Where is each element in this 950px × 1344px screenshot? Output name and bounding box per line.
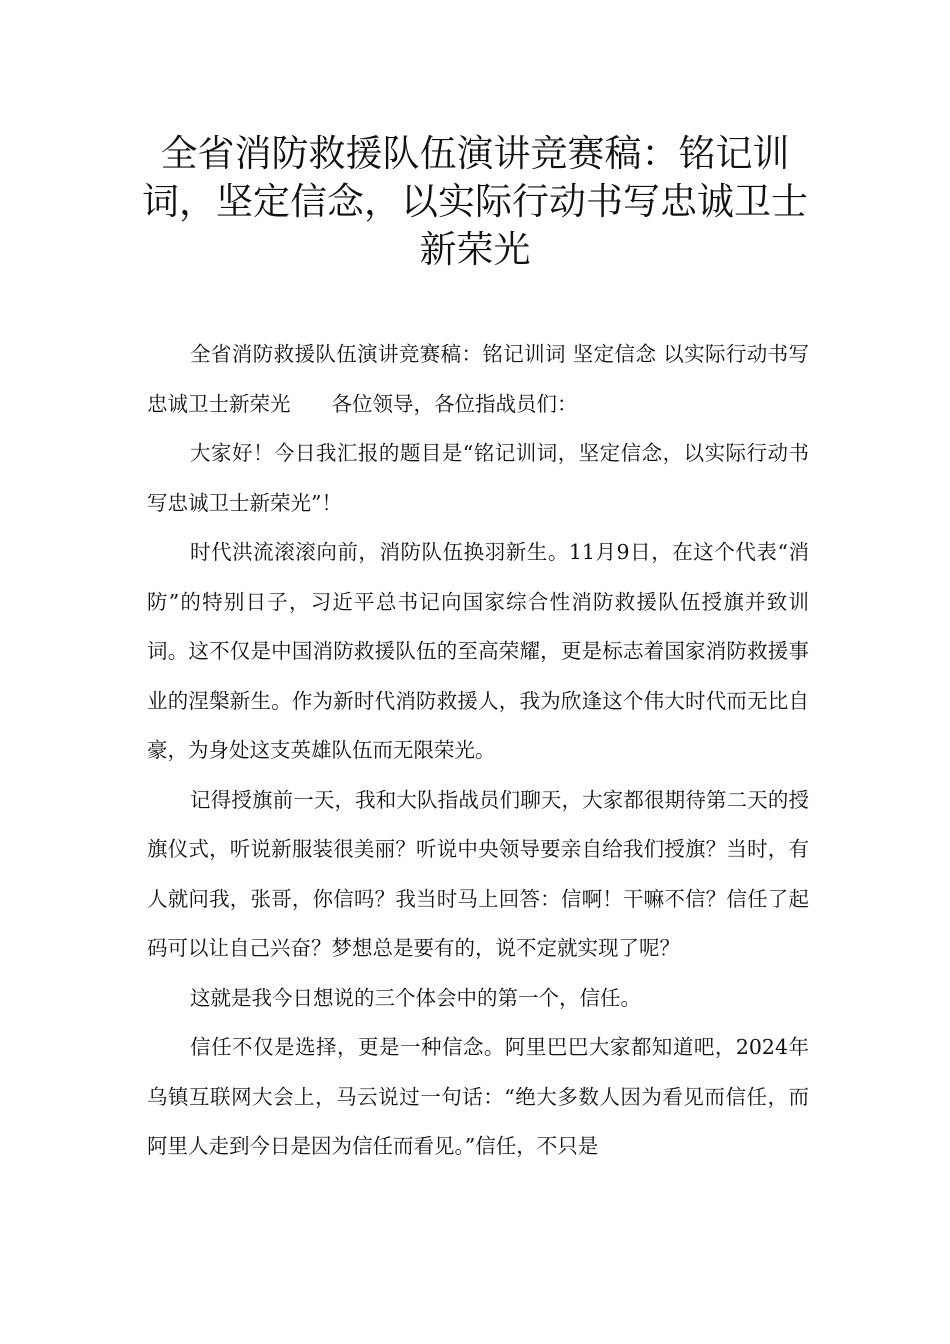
paragraph-memory: 记得授旗前一天，我和大队指战员们聊天，大家都很期待第二天的授旗仪式，听说新服装很美丽？听说中央领导要亲自给我们授旗？当时，有人就问我，张哥，你信吗？我当时马上回答：信啊！干嘛不信？信任了起码可以让自己兴奋？梦想总是要有的，说不定就实现了呢？ <box>147 787 809 960</box>
paragraph-first-point: 这就是我今日想说的三个体会中的第一个，信任。 <box>190 985 642 1010</box>
paragraph-intro: 全省消防救援队伍演讲竞赛稿：铭记训词 坚定信念 以实际行动书写忠诚卫士新荣光 各位领导，各位指战员们： <box>147 342 809 416</box>
paragraph-era: 时代洪流滚滚向前，消防队伍换羽新生。11月9日，在这个代表“消防”的特别日子，习近平总书记向国家综合性消防救援队伍授旗并致训词。这不仅是中国消防救援队伍的至高荣耀，更是标志着国家消防救援事业的涅槃新生。作为新时代消防救援人，我为欣逢这个伟大时代而无比自豪，为身处这支英雄队伍而无限荣光。 <box>147 540 809 762</box>
paragraph-greeting: 大家好！今日我汇报的题目是“铭记训词，坚定信念，以实际行动书写忠诚卫士新荣光”！ <box>147 441 809 515</box>
paragraph-trust: 信任不仅是选择，更是一种信念。阿里巴巴大家都知道吧，2024年乌镇互联网大会上，马云说过一句话：“绝大多数人因为看见而信任，而阿里人走到今日是因为信任而看见。”信任，不只是 <box>147 1035 809 1158</box>
document-title: 全省消防救援队伍演讲竞赛稿：铭记训词，坚定信念，以实际行动书写忠诚卫士新荣光 <box>142 132 808 271</box>
document-body <box>147 330 809 1172</box>
